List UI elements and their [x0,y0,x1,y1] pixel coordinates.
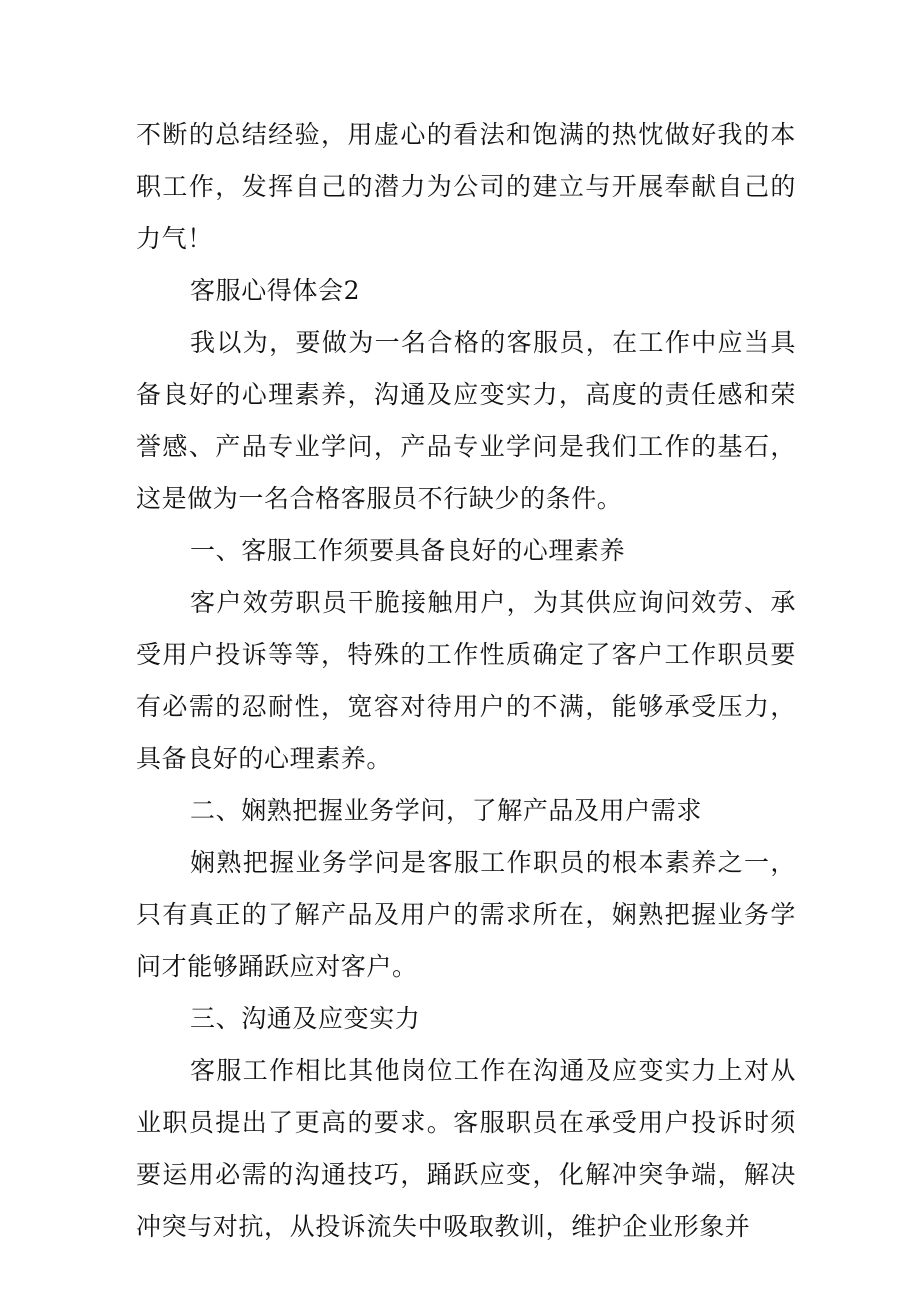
subheading-3: 三、沟通及应变实力 [190,1004,421,1033]
paragraph-intro: 我以为，要做为一名合格的客服员，在工作中应当具备良好的心理素养，沟通及应变实力，高度的责任感和荣誉感、产品专业学问，产品专业学问是我们工作的基石，这是做为一名合格客服员不行缺少的条件。 [136,328,796,513]
paragraph-closing: 不断的总结经验，用虚心的看法和饱满的热忱做好我的本职工作，发挥自己的潜力为公司的建立与开展奉献自己的力气！ [136,120,796,253]
subheading-2: 二、娴熟把握业务学问，了解产品及用户需求 [190,796,703,825]
paragraph-2: 娴熟把握业务学问是客服工作职员的根本素养之一，只有真正的了解产品及用户的需求所在，娴熟把握业务学问才能够踊跃应对客户。 [136,848,796,981]
paragraph-1: 客户效劳职员干脆接触用户，为其供应询问效劳、承受用户投诉等等，特殊的工作性质确定了客户工作职员要有必需的忍耐性，宽容对待用户的不满，能够承受压力，具备良好的心理素养。 [136,588,796,773]
paragraph-3: 客服工作相比其他岗位工作在沟通及应变实力上对从业职员提出了更高的要求。客服职员在承受用户投诉时须要运用必需的沟通技巧，踊跃应变，化解冲突争端，解决冲突与对抗，从投诉流失中吸取教训，维护企业形象并 [136,1056,796,1241]
subheading-1: 一、客服工作须要具备良好的心理素养 [190,536,626,565]
document-body [136,109,796,1253]
section-title: 客服心得体会2 [190,276,361,305]
